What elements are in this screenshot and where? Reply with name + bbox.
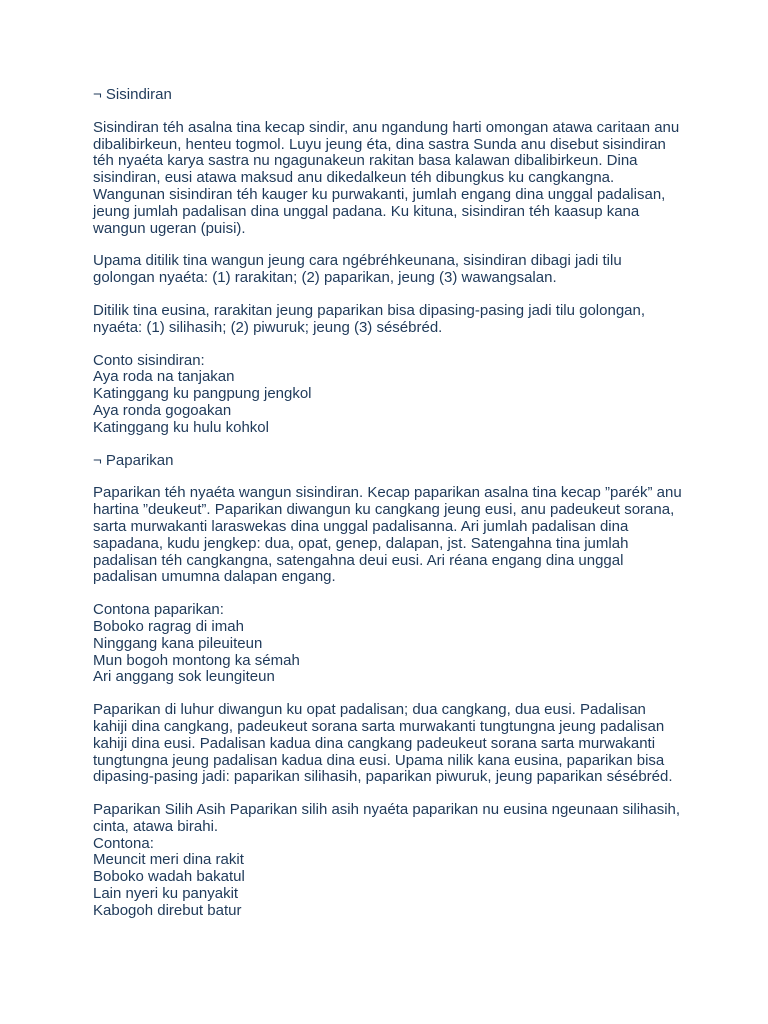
paragraph-paparikan-definition: Paparikan téh nyaéta wangun sisindiran. Kecap paparikan asalna tina kecap ”parék” anu hartina ”deukeut”. Paparikan diwangun ku cangkang jeung eusi, anu padeukeut sorana, sarta murwakanti laraswekas dina unggal padalisanna. Ari jumlah padalisan dina sapadana, kudu jengkep: dua, opat, genep, dalapan, jst. Satengahna tina jumlah padalisan téh cangkangna, satengahna deui eusi. Ari réana engang dina unggal padalisan umumna dalapan engang. — [93, 484, 682, 586]
verse-line: Boboko wadah bakatul — [93, 868, 245, 886]
verse-line: Mun bogoh montong ka sémah — [93, 651, 300, 669]
section-heading-sisindiran: ¬ Sisindiran — [93, 86, 172, 103]
verse-line: Aya roda na tanjakan — [93, 368, 235, 386]
paragraph-types: Upama ditilik tina wangun jeung cara ngébréhkeunana, sisindiran dibagi jadi tilu golongan nyaéta: (1) rarakitan; (2) paparikan, jeung (3) wawangsalan. — [93, 252, 622, 287]
example-title: Contona: — [93, 834, 154, 852]
example-title: Conto sisindiran: — [93, 351, 205, 369]
document-page — [93, 87, 683, 936]
example-paparikan — [93, 602, 683, 686]
example-sisindiran — [93, 353, 683, 437]
verse-line: Katinggang ku pangpung jengkol — [93, 385, 312, 403]
verse-line: Kabogoh direbut batur — [93, 901, 242, 919]
verse-line: Aya ronda gogoakan — [93, 401, 232, 419]
verse-line: Lain nyeri ku panyakit — [93, 885, 239, 903]
paragraph-definition: Sisindiran téh asalna tina kecap sindir, anu ngandung harti omongan atawa caritaan anu dibalibirkeun, henteu togmol. Luyu jeung éta, dina sastra Sunda anu disebut sisindiran téh nyaéta karya sastra nu ngagunakeun rakitan basa kalawan dibalibirkeun. Dina sisindiran, eusi atawa maksud anu dikedalkeun téh dibungkus ku cangkangna. Wangunan sisindiran téh kauger ku purwakanti, jumlah engang dina unggal padalisan, jeung jumlah padalisan dina unggal padana. Ku kituna, sisindiran téh kaasup kana wangun ugeran (puisi). — [93, 118, 680, 237]
section-heading-paparikan: ¬ Paparikan — [93, 451, 174, 469]
paragraph-content-types: Ditilik tina eusina, rarakitan jeung paparikan bisa dipasing-pasing jadi tilu golongan, nyaéta: (1) silihasih; (2) piwuruk; jeung (3) sésébréd. — [93, 301, 646, 336]
verse-line: Boboko ragrag di imah — [93, 617, 244, 635]
verse-line: Meuncit meri dina rakit — [93, 851, 244, 869]
paragraph-silih-asih: Paparikan Silih Asih Paparikan silih asih nyaéta paparikan nu eusina ngeunaan silihasih, cinta, atawa birahi. — [93, 801, 681, 835]
verse-line: Ninggang kana pileuiteun — [93, 634, 263, 652]
paragraph-paparikan-structure: Paparikan di luhur diwangun ku opat padalisan; dua cangkang, dua eusi. Padalisan kahiji dina cangkang, padeukeut sorana sarta murwakanti tungtungna jeung padalisan kahiji dina eusi. Padalisan kadua dina cangkang padeukeut sorana sarta murwakanti tungtungna jeung padalisan kadua dina eusi. Upama nilik kana eusina, paparikan bisa dipasing-pasing jadi: paparikan silihasih, paparikan piwuruk, jeung paparikan sésébréd. — [93, 701, 673, 786]
example-silih-asih — [93, 802, 683, 920]
verse-line: Ari anggang sok leungiteun — [93, 668, 275, 686]
verse-line: Katinggang ku hulu kohkol — [93, 418, 269, 436]
example-title: Contona paparikan: — [93, 601, 224, 619]
